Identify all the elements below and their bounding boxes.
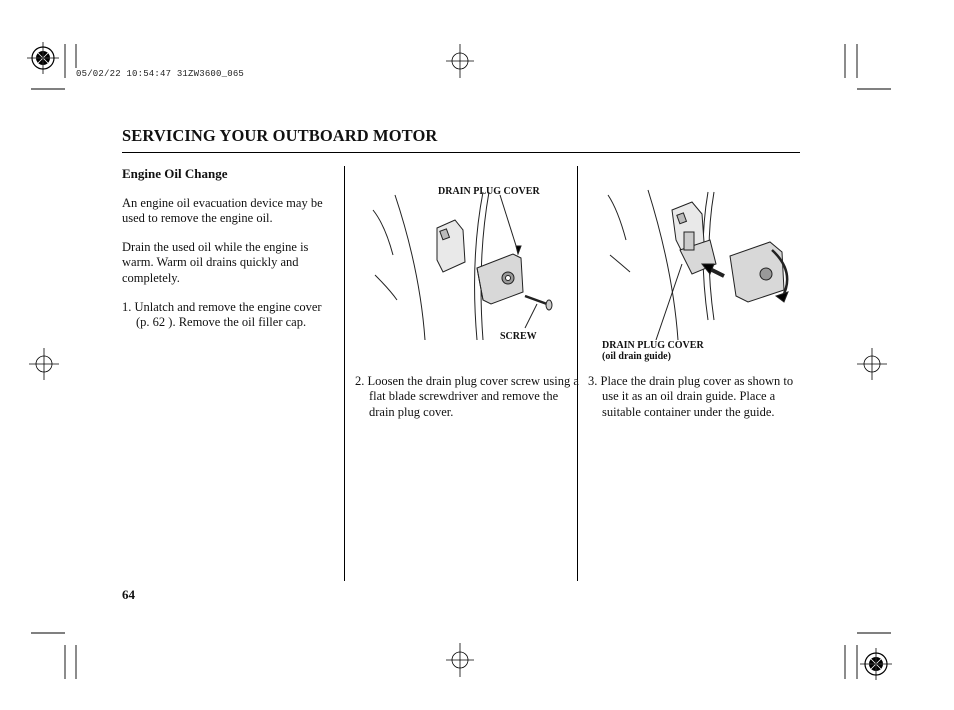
header-rule [122, 152, 800, 153]
figure-label-drain-plug-cover-line1: DRAIN PLUG COVER [602, 340, 704, 351]
registration-sunburst-icon [860, 648, 892, 680]
step-1: 1. Unlatch and remove the engine cover (p. 62 ). Remove the oil filler cap. [122, 300, 322, 330]
figure-label-drain-plug-cover-line2: (oil drain guide) [602, 351, 671, 362]
step-2: 2. Loosen the drain plug cover screw using a flat blade screwdriver and remove the drain plug cover. [355, 374, 579, 419]
print-stamp: 05/02/22 10:54:47 31ZW3600_065 [76, 69, 245, 79]
drain-plug-cover-removal-illustration [365, 180, 565, 340]
figure-label-screw: SCREW [500, 331, 537, 342]
registration-sunburst-icon [27, 42, 59, 74]
column-divider-1 [344, 166, 345, 581]
section-title: SERVICING YOUR OUTBOARD MOTOR [122, 126, 438, 145]
figure-label-drain-plug-cover: DRAIN PLUG COVER [438, 186, 540, 197]
intro-paragraph: An engine oil evacuation device may be used to remove the engine oil. [122, 196, 323, 226]
step-3: 3. Place the drain plug cover as shown to use it as an oil drain guide. Place a suitable container under the guide. [588, 374, 794, 419]
oil-drain-guide-illustration [598, 180, 803, 340]
warm-oil-paragraph: Drain the used oil while the engine is warm. Warm oil drains quickly and completely. [122, 240, 309, 285]
subsection-heading: Engine Oil Change [122, 166, 228, 181]
page-number: 64 [122, 587, 135, 602]
